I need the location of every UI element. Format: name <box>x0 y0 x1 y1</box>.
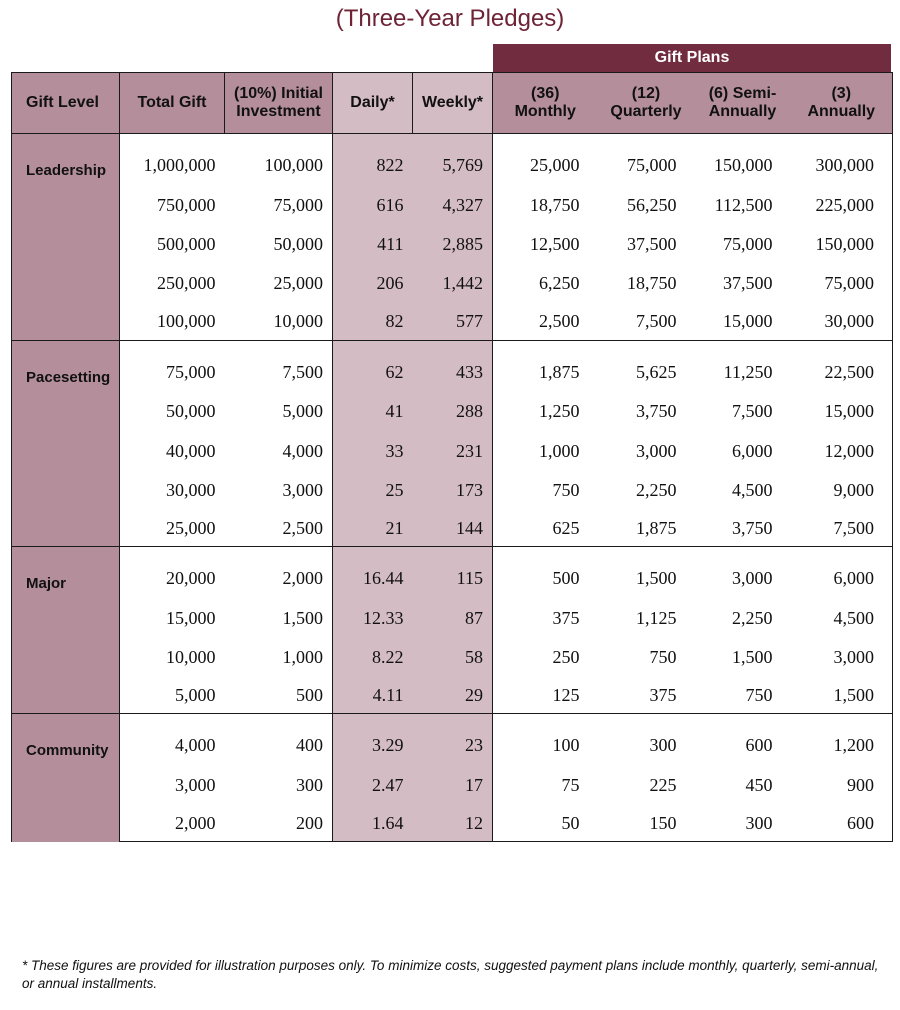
quarterly-cell: 1,500 <box>598 547 695 599</box>
semi-annually-cell: 600 <box>695 714 791 766</box>
weekly-cell: 231 <box>413 431 493 470</box>
annually-cell: 4,500 <box>791 599 893 638</box>
table-row <box>12 510 893 547</box>
header-initial-line1: (10%) Initial <box>234 85 323 102</box>
semi-annually-cell: 7,500 <box>732 401 773 422</box>
weekly-cell: 87 <box>413 599 493 638</box>
header-gift-level: Gift Level <box>12 73 120 134</box>
total-gift-cell: 15,000 <box>166 607 216 628</box>
monthly-cell: 1,250 <box>539 401 580 422</box>
header-monthly-line2: Monthly <box>514 103 576 120</box>
quarterly-cell: 300 <box>598 714 695 766</box>
table-row <box>12 547 893 599</box>
daily-cell: 33 <box>333 431 413 470</box>
weekly-cell: 144 <box>413 510 493 547</box>
total-gift-cell: 2,000 <box>120 805 225 842</box>
initial-investment-cell: 5,000 <box>225 392 333 431</box>
initial-investment-cell: 4,000 <box>225 431 333 470</box>
initial-investment-cell: 1,000 <box>225 638 333 677</box>
daily-cell: 62 <box>333 340 413 392</box>
header-annually-line2: Annually <box>807 103 876 120</box>
quarterly-cell: 1,875 <box>636 517 677 538</box>
monthly-cell: 500 <box>493 547 598 599</box>
semi-annually-cell: 112,500 <box>714 194 773 215</box>
header-row <box>12 73 893 134</box>
quarterly-cell: 750 <box>649 647 677 668</box>
weekly-cell: 29 <box>413 677 493 714</box>
weekly-cell: 173 <box>413 471 493 510</box>
table-row <box>12 185 893 224</box>
semi-annually-cell: 4,500 <box>732 479 773 500</box>
annually-cell: 1,500 <box>791 677 893 714</box>
monthly-cell: 100 <box>493 714 598 766</box>
weekly-cell: 577 <box>413 304 493 341</box>
total-gift-cell: 25,000 <box>166 517 216 538</box>
header-semi-annually <box>695 73 791 134</box>
weekly-cell: 17 <box>413 766 493 805</box>
table-row <box>12 264 893 303</box>
initial-investment-cell: 300 <box>225 766 333 805</box>
quarterly-cell: 3,000 <box>636 440 677 461</box>
semi-annually-cell: 3,750 <box>732 517 773 538</box>
total-gift-cell: 3,000 <box>175 774 216 795</box>
annually-cell: 22,500 <box>791 340 893 392</box>
semi-annually-cell: 6,000 <box>732 440 773 461</box>
total-gift-cell: 1,000,000 <box>143 155 216 176</box>
annually-cell: 15,000 <box>791 392 893 431</box>
monthly-cell: 18,750 <box>530 194 580 215</box>
monthly-cell: 1,000 <box>539 440 580 461</box>
page-title: (Three-Year Pledges) <box>335 5 565 32</box>
quarterly-cell: 225 <box>649 774 677 795</box>
annually-cell: 600 <box>791 805 893 842</box>
table-row <box>12 599 893 638</box>
daily-cell: 4.11 <box>333 677 413 714</box>
quarterly-cell: 375 <box>649 684 677 705</box>
header-initial-line2: Investment <box>236 103 321 120</box>
gift-level-label: Community <box>12 714 120 842</box>
initial-investment-cell: 200 <box>225 805 333 842</box>
header-monthly-line1: (36) <box>531 85 560 102</box>
monthly-cell: 75 <box>561 774 580 795</box>
header-quarterly-line1: (12) <box>631 85 661 102</box>
weekly-cell: 12 <box>413 805 493 842</box>
initial-investment-cell: 2,500 <box>225 510 333 547</box>
table-row <box>12 134 893 186</box>
semi-annually-cell: 37,500 <box>723 273 773 294</box>
annually-cell: 225,000 <box>791 185 893 224</box>
header-semi-line1: (6) Semi- <box>708 85 777 102</box>
weekly-cell: 23 <box>413 714 493 766</box>
gift-level-label: Pacesetting <box>12 340 120 547</box>
monthly-cell: 25,000 <box>530 155 580 176</box>
quarterly-cell: 150 <box>598 805 695 842</box>
quarterly-cell: 18,750 <box>627 273 677 294</box>
annually-cell: 150,000 <box>791 225 893 264</box>
initial-investment-cell: 50,000 <box>225 225 333 264</box>
semi-annually-cell: 450 <box>745 774 773 795</box>
total-gift-cell: 40,000 <box>166 440 216 461</box>
footnote: * These figures are provided for illustration purposes only. To minimize costs, suggested payment plans include monthly, quarterly, semi-annual, or annual installments. <box>22 958 879 991</box>
semi-annually-cell: 150,000 <box>714 155 773 176</box>
total-gift-cell: 30,000 <box>166 479 216 500</box>
semi-annually-cell: 300 <box>695 805 791 842</box>
quarterly-cell: 3,750 <box>636 401 677 422</box>
initial-investment-cell: 7,500 <box>225 340 333 392</box>
annually-cell: 300,000 <box>791 134 893 186</box>
initial-investment-cell: 2,000 <box>225 547 333 599</box>
semi-annually-cell: 11,250 <box>695 340 791 392</box>
annually-cell: 30,000 <box>791 304 893 341</box>
header-semi-line2: Annually <box>708 103 777 120</box>
semi-annually-cell: 3,000 <box>695 547 791 599</box>
total-gift-cell: 750,000 <box>157 194 216 215</box>
table-row <box>12 677 893 714</box>
quarterly-cell: 75,000 <box>627 155 677 176</box>
semi-annually-cell: 75,000 <box>723 233 773 254</box>
weekly-cell: 433 <box>413 340 493 392</box>
initial-investment-cell: 25,000 <box>225 264 333 303</box>
weekly-cell: 115 <box>413 547 493 599</box>
monthly-cell: 50 <box>493 805 598 842</box>
total-gift-cell: 100,000 <box>157 311 216 332</box>
daily-cell: 21 <box>333 510 413 547</box>
quarterly-cell: 37,500 <box>627 233 677 254</box>
daily-cell: 82 <box>333 304 413 341</box>
total-gift-cell: 50,000 <box>166 401 216 422</box>
monthly-cell: 625 <box>552 517 580 538</box>
weekly-cell: 58 <box>413 638 493 677</box>
header-monthly <box>493 73 598 134</box>
initial-investment-cell: 3,000 <box>225 471 333 510</box>
daily-cell: 411 <box>333 225 413 264</box>
table-row <box>12 805 893 842</box>
initial-investment-cell: 400 <box>225 714 333 766</box>
gift-level-label: Major <box>12 547 120 714</box>
table-row <box>12 714 893 766</box>
monthly-cell: 1,875 <box>493 340 598 392</box>
table-row <box>12 225 893 264</box>
quarterly-cell: 7,500 <box>636 311 677 332</box>
initial-investment-cell: 10,000 <box>225 304 333 341</box>
quarterly-cell: 5,625 <box>598 340 695 392</box>
daily-cell: 616 <box>333 185 413 224</box>
daily-cell: 2.47 <box>333 766 413 805</box>
daily-cell: 3.29 <box>333 714 413 766</box>
weekly-cell: 4,327 <box>413 185 493 224</box>
pledge-table <box>11 72 893 842</box>
total-gift-cell: 75,000 <box>120 340 225 392</box>
table-row <box>12 766 893 805</box>
daily-cell: 1.64 <box>333 805 413 842</box>
header-annually-line1: (3) <box>831 85 852 102</box>
daily-cell: 12.33 <box>333 599 413 638</box>
table-row <box>12 304 893 341</box>
total-gift-cell: 250,000 <box>157 273 216 294</box>
initial-investment-cell: 1,500 <box>225 599 333 638</box>
total-gift-cell: 5,000 <box>175 684 216 705</box>
table-row <box>12 638 893 677</box>
daily-cell: 16.44 <box>333 547 413 599</box>
table-body <box>12 134 893 842</box>
weekly-cell: 288 <box>413 392 493 431</box>
semi-annually-cell: 1,500 <box>732 647 773 668</box>
header-initial-investment <box>225 73 333 134</box>
annually-cell: 9,000 <box>791 471 893 510</box>
monthly-cell: 250 <box>552 647 580 668</box>
annually-cell: 6,000 <box>791 547 893 599</box>
initial-investment-cell: 75,000 <box>225 185 333 224</box>
quarterly-cell: 1,125 <box>636 607 677 628</box>
semi-annually-cell: 15,000 <box>723 311 773 332</box>
initial-investment-cell: 100,000 <box>225 134 333 186</box>
total-gift-cell: 20,000 <box>120 547 225 599</box>
monthly-cell: 12,500 <box>530 233 580 254</box>
header-quarterly <box>598 73 695 134</box>
daily-cell: 822 <box>333 134 413 186</box>
semi-annually-cell: 2,250 <box>732 607 773 628</box>
gift-plans-header: Gift Plans <box>493 44 891 73</box>
weekly-cell: 2,885 <box>413 225 493 264</box>
annually-cell: 900 <box>791 766 893 805</box>
header-annually <box>791 73 893 134</box>
total-gift-cell: 500,000 <box>157 233 216 254</box>
monthly-cell: 375 <box>552 607 580 628</box>
daily-cell: 206 <box>333 264 413 303</box>
monthly-cell: 750 <box>552 479 580 500</box>
initial-investment-cell: 500 <box>225 677 333 714</box>
annually-cell: 3,000 <box>791 638 893 677</box>
header-weekly: Weekly* <box>413 73 493 134</box>
semi-annually-cell: 750 <box>745 684 773 705</box>
monthly-cell: 125 <box>552 684 580 705</box>
table-row <box>12 392 893 431</box>
daily-cell: 8.22 <box>333 638 413 677</box>
annually-cell: 1,200 <box>791 714 893 766</box>
header-total-gift: Total Gift <box>120 73 225 134</box>
weekly-cell: 5,769 <box>413 134 493 186</box>
table-row <box>12 471 893 510</box>
daily-cell: 41 <box>333 392 413 431</box>
table-row <box>12 431 893 470</box>
quarterly-cell: 56,250 <box>627 194 677 215</box>
monthly-cell: 6,250 <box>539 273 580 294</box>
table-row <box>12 340 893 392</box>
total-gift-cell: 10,000 <box>166 647 216 668</box>
daily-cell: 25 <box>333 471 413 510</box>
weekly-cell: 1,442 <box>413 264 493 303</box>
header-quarterly-line2: Quarterly <box>610 103 682 120</box>
annually-cell: 7,500 <box>791 510 893 547</box>
gift-level-label: Leadership <box>12 134 120 341</box>
annually-cell: 12,000 <box>791 431 893 470</box>
header-daily: Daily* <box>333 73 413 134</box>
annually-cell: 75,000 <box>791 264 893 303</box>
total-gift-cell: 4,000 <box>120 714 225 766</box>
monthly-cell: 2,500 <box>539 311 580 332</box>
quarterly-cell: 2,250 <box>636 479 677 500</box>
